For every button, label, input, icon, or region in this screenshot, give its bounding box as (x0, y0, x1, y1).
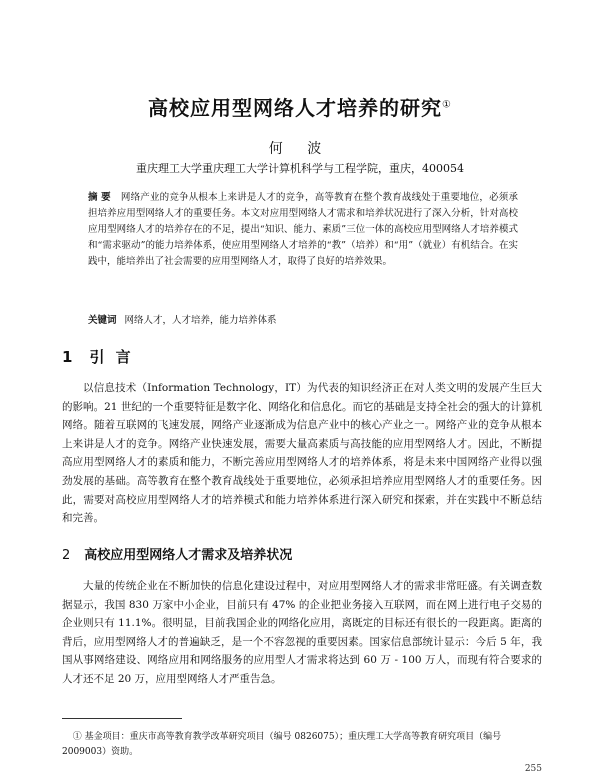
section-1-number: 1 (62, 348, 76, 366)
abstract (88, 190, 518, 270)
footnote: ① 基金项目：重庆市高等教育教学改革研究项目（编号 0826075）；重庆理工大学高等教育研究项目（编号 2009003）资助。 (62, 732, 502, 757)
section-2-title: 高校应用型网络人才需求及培养状况 (84, 548, 293, 563)
abstract-text: 网络产业的竞争从根本上来讲是人才的竞争，高等教育在整个教育战线处于重要地位，必须承担培养应用型网络人才的重要任务。本文对应用型网络人才需求和培养状况进行了深入分析，针对高校应用型网络人才的培养存在的不足，提出“知识、能力、素质”三位一体的高校应用型网络人才培养模式和“需求驱动”的能力培养体系，使应用型网络人才培养的“教”（培养）和“用”（就业）有机结合。在实践中，能培养出了社会需要的应用型网络人才，取得了良好的培养效果。 (88, 192, 518, 267)
section-1-title: 引 言 (89, 348, 134, 366)
page-number: 255 (524, 764, 542, 774)
footnote-divider (62, 718, 182, 719)
abstract-label: 摘 要 (88, 192, 111, 203)
keywords-text: 网络人才，人才培养，能力培养体系 (124, 315, 277, 326)
keywords-label: 关键词 (88, 315, 117, 326)
section-1-paragraph: 以信息技术（Information Technology，IT）为代表的知识经济正在对人类文明的发展产生巨大的影响。21 世纪的一个重要特征是数字化、网络化和信息化。而它的基础是支持全社会的强大的计算机网络。随着互联网的飞速发展，网络产业逐渐成为信息产业中的核心产业之一。网络产业的竞争从根本上来讲是人才的竞争。网络产业快速发展，需要大量高素质与高技能的应用型网络人才。因此，不断提高应用型网络人才的素质和能力，不断完善应用型网络人才的培养体系，将是未来中国网络产业得以强劲发展的基础。高等教育在整个教育战线处于重要地位，必须承担培养应用型网络人才的重要任务。因此，需要对高校应用型网络人才的培养模式和能力培养体系进行深入研究和探索，并在实践中不断总结和完善。 (62, 382, 542, 525)
section-1-heading (62, 346, 134, 367)
section-2-paragraph: 大量的传统企业在不断加快的信息化建设过程中，对应用型网络人才的需求非常旺盛。有关调查数据显示，我国 830 万家中小企业，目前只有 47% 的企业把业务接入互联网，而在网上进行电子交易的企业则只有 11.1%。很明显，目前我国企业的网络化应用，离既定的目标还有很长的一段距离。距离的背后，应用型网络人才的普遍缺乏，是一个不容忽视的重要因素。国家信息部统计显示：今后 5 年，我国从事网络建设、网络应用和网络服务的应用型人才需求将达到 60 万 - 100 万人，而现有符合要求的人才还不足 20 万，应用型网络人才严重告急。 (62, 580, 542, 685)
title-footnote-mark: ① (442, 99, 452, 111)
keywords (88, 312, 277, 326)
paper-title-text: 高校应用型网络人才培养的研究 (148, 96, 443, 120)
section-2-number: 2 (62, 548, 71, 563)
author-name: 何 波 (268, 141, 332, 157)
author-affiliation: 重庆理工大学重庆理工大学计算机科学与工程学院，重庆，400054 (136, 162, 464, 175)
paper-title (0, 92, 600, 121)
section-2-heading (62, 544, 292, 563)
